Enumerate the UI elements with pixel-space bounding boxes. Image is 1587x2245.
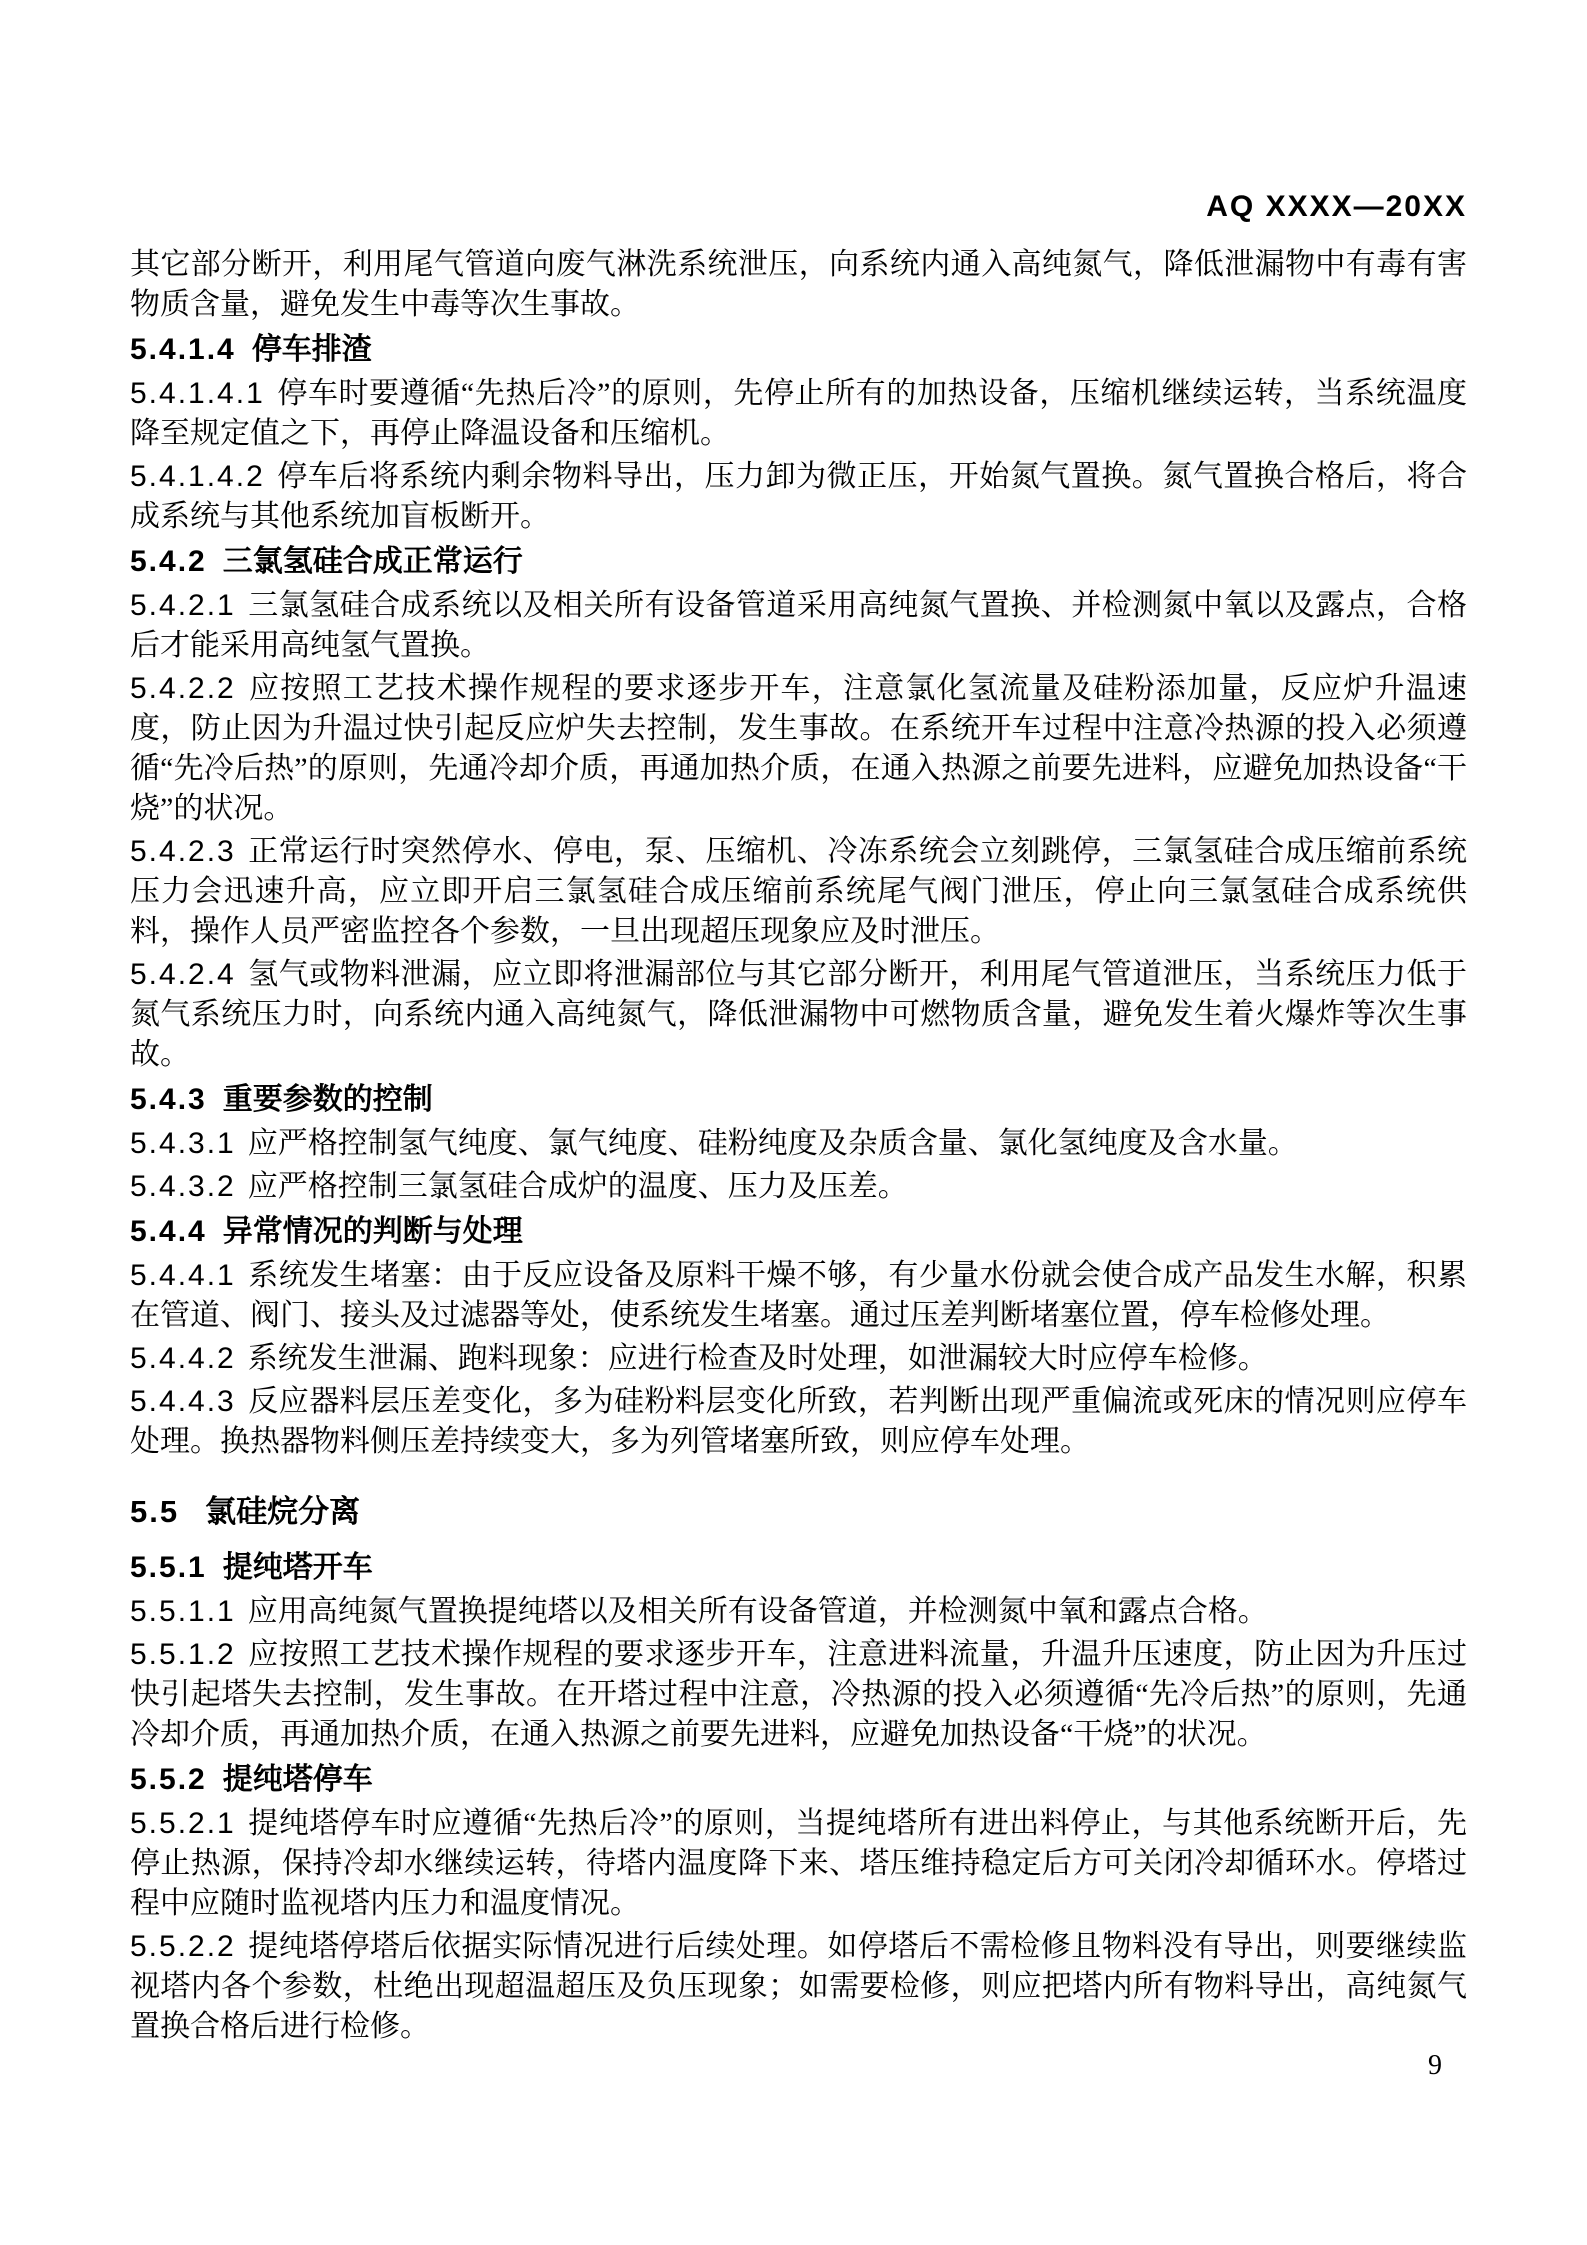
document-content: [130, 245, 1467, 2050]
clause-heading: [130, 1080, 1467, 1120]
clause-number: 5.4.2.1: [130, 589, 236, 622]
clause-paragraph: [130, 374, 1467, 454]
clause-number: 5.4.3.2: [130, 1170, 236, 1203]
clause-paragraph: [130, 1339, 1467, 1379]
clause-text: 应严格控制氢气纯度、氯气纯度、硅粉纯度及杂质含量、氯化氢纯度及含水量。: [247, 1127, 1298, 1160]
clause-title: 三氯氢硅合成正常运行: [222, 545, 523, 578]
page-footer: [1428, 2050, 1442, 2082]
clause-number: 5.4.2.3: [130, 835, 236, 868]
clause-text: 系统发生泄漏、跑料现象：应进行检查及时处理，如泄漏较大时应停车检修。: [247, 1342, 1268, 1375]
section-title: 氯硅烷分离: [205, 1494, 361, 1529]
clause-paragraph: [130, 1804, 1467, 1924]
clause-text: 应用高纯氮气置换提纯塔以及相关所有设备管道，并检测氮中氧和露点合格。: [247, 1595, 1268, 1628]
clause-text: 停车后将系统内剩余物料导出，压力卸为微正压，开始氮气置换。氮气置换合格后，将合成系统与其他系统加盲板断开。: [130, 460, 1467, 533]
clause-text: 应按照工艺技术操作规程的要求逐步开车，注意氯化氢流量及硅粉添加量，反应炉升温速度，防止因为升温过快引起反应炉失去控制，发生事故。在系统开车过程中注意冷热源的投入必须遵循“先冷后热”的原则，先通冷却介质，再通加热介质，在通入热源之前要先进料，应避免加热设备“干烧”的状况。: [130, 672, 1467, 825]
clause-number: 5.4.4: [130, 1215, 207, 1248]
clause-number: 5.5.1.1: [130, 1595, 236, 1628]
clause-text: 三氯氢硅合成系统以及相关所有设备管道采用高纯氮气置换、并检测氮中氧以及露点，合格后才能采用高纯氢气置换。: [130, 589, 1467, 662]
clause-title: 提纯塔停车: [222, 1763, 373, 1796]
clause-paragraph: [130, 1592, 1467, 1632]
clause-text: 提纯塔停车时应遵循“先热后冷”的原则，当提纯塔所有进出料停止，与其他系统断开后，先停止热源，保持冷却水继续运转，待塔内温度降下来、塔压维持稳定后方可关闭冷却循环水。停塔过程中应随时监视塔内压力和温度情况。: [130, 1807, 1467, 1920]
clause-number: 5.4.3: [130, 1083, 207, 1116]
standard-code: AQ XXXX—20XX: [1206, 190, 1467, 223]
page-number: 9: [1428, 2050, 1442, 2081]
clause-paragraph: [130, 1635, 1467, 1755]
clause-heading: [130, 330, 1467, 370]
clause-paragraph: [130, 1382, 1467, 1462]
clause-paragraph: [130, 1927, 1467, 2047]
clause-number: 5.5.2.1: [130, 1807, 236, 1840]
clause-text: 正常运行时突然停水、停电，泵、压缩机、冷冻系统会立刻跳停，三氯氢硅合成压缩前系统压力会迅速升高，应立即开启三氯氢硅合成压缩前系统尾气阀门泄压，停止向三氯氢硅合成系统供料，操作人员严密监控各个参数，一旦出现超压现象应及时泄压。: [130, 835, 1467, 948]
clause-number: 5.4.4.1: [130, 1259, 236, 1292]
clause-title: 重要参数的控制: [222, 1083, 433, 1116]
page-header: [130, 190, 1467, 224]
clause-title: 停车排渣: [251, 333, 372, 366]
clause-paragraph: [130, 1124, 1467, 1164]
clause-number: 5.4.2: [130, 545, 207, 578]
clause-number: 5.4.4.2: [130, 1342, 236, 1375]
clause-number: 5.4.4.3: [130, 1385, 236, 1418]
clause-number: 5.4.2.4: [130, 958, 236, 991]
clause-paragraph: [130, 955, 1467, 1075]
section-number: 5.5: [130, 1494, 180, 1529]
clause-number: 5.5.1: [130, 1551, 207, 1584]
clause-text: 应按照工艺技术操作规程的要求逐步开车，注意进料流量，升温升压速度，防止因为升压过快引起塔失去控制，发生事故。在开塔过程中注意，冷热源的投入必须遵循“先冷后热”的原则，先通冷却介质，再通加热介质，在通入热源之前要先进料，应避免加热设备“干烧”的状况。: [130, 1638, 1467, 1751]
clause-number: 5.5.1.2: [130, 1638, 236, 1671]
clause-heading: [130, 1548, 1467, 1588]
clause-number: 5.4.1.4.2: [130, 460, 265, 493]
clause-paragraph: [130, 586, 1467, 666]
clause-text: 反应器料层压差变化，多为硅粉料层变化所致，若判断出现严重偏流或死床的情况则应停车处理。换热器物料侧压差持续变大，多为列管堵塞所致，则应停车处理。: [130, 1385, 1467, 1458]
clause-paragraph: [130, 669, 1467, 829]
clause-paragraph: [130, 1167, 1467, 1207]
clause-text: 其它部分断开，利用尾气管道向废气淋洗系统泄压，向系统内通入高纯氮气，降低泄漏物中有毒有害物质含量，避免发生中毒等次生事故。: [130, 248, 1467, 321]
clause-number: 5.4.1.4.1: [130, 377, 265, 410]
clause-paragraph: [130, 832, 1467, 952]
clause-text: 停车时要遵循“先热后冷”的原则，先停止所有的加热设备，压缩机继续运转，当系统温度降至规定值之下，再停止降温设备和压缩机。: [130, 377, 1467, 450]
clause-number: 5.4.3.1: [130, 1127, 236, 1160]
clause-text: 系统发生堵塞：由于反应设备及原料干燥不够，有少量水份就会使合成产品发生水解，积累在管道、阀门、接头及过滤器等处，使系统发生堵塞。通过压差判断堵塞位置，停车检修处理。: [130, 1259, 1467, 1332]
clause-heading: [130, 542, 1467, 582]
clause-number: 5.5.2: [130, 1763, 207, 1796]
clause-heading: [130, 1212, 1467, 1252]
clause-number: 5.5.2.2: [130, 1930, 236, 1963]
clause-heading: [130, 1760, 1467, 1800]
clause-text: 应严格控制三氯氢硅合成炉的温度、压力及压差。: [247, 1170, 908, 1203]
clause-paragraph: [130, 245, 1467, 325]
clause-title: 异常情况的判断与处理: [222, 1215, 523, 1248]
clause-paragraph: [130, 457, 1467, 537]
clause-text: 提纯塔停塔后依据实际情况进行后续处理。如停塔后不需检修且物料没有导出，则要继续监视塔内各个参数，杜绝出现超温超压及负压现象；如需要检修，则应把塔内所有物料导出，高纯氮气置换合格后进行检修。: [130, 1930, 1467, 2043]
clause-number: 5.4.1.4: [130, 333, 236, 366]
clause-number: 5.4.2.2: [130, 672, 236, 705]
section-heading: [130, 1492, 1467, 1532]
clause-text: 氢气或物料泄漏，应立即将泄漏部位与其它部分断开，利用尾气管道泄压，当系统压力低于氮气系统压力时，向系统内通入高纯氮气，降低泄漏物中可燃物质含量，避免发生着火爆炸等次生事故。: [130, 958, 1467, 1071]
clause-paragraph: [130, 1256, 1467, 1336]
clause-title: 提纯塔开车: [222, 1551, 373, 1584]
